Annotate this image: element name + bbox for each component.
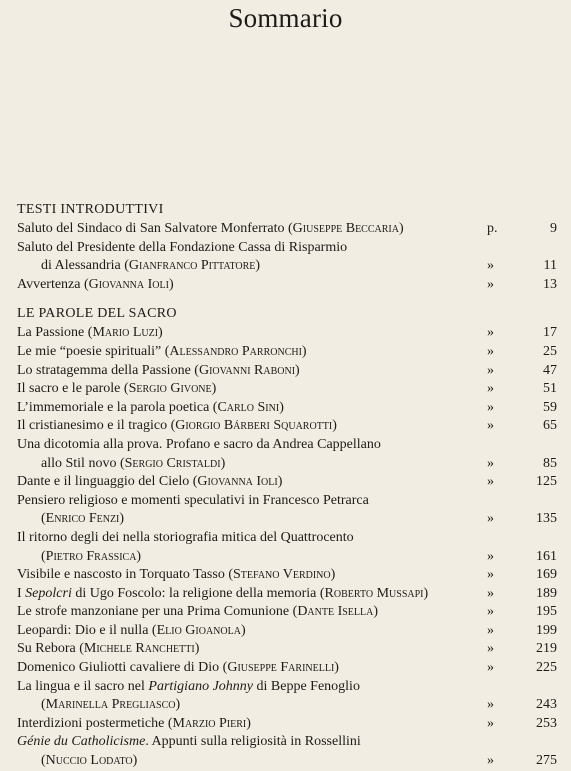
entry-text: Una dicotomia alla prova. Profano e sacro da Andrea Cappellano [17, 436, 381, 452]
toc-entry [17, 362, 557, 381]
toc-entry-line [17, 529, 557, 548]
entry-text: di Beppe Fenoglio [253, 678, 360, 694]
entry-text: Lo stratagemma della Passione ( [17, 362, 199, 378]
toc-entry-line [17, 436, 557, 455]
page-reference [487, 324, 557, 343]
entry-text: ) [334, 660, 339, 676]
toc-entry [17, 239, 557, 276]
author-name: Pietro Frassica [45, 548, 137, 564]
entry-text: Il cristianesimo e il tragico ( [17, 418, 176, 434]
page-reference [487, 548, 557, 567]
entry-text: ) [332, 418, 337, 434]
page-number: 189 [536, 585, 557, 601]
entry-text: L’immemoriale e la parola poetica ( [17, 399, 218, 415]
page-marker: » [487, 455, 494, 471]
page-reference [487, 640, 557, 659]
toc-entry-line [17, 715, 557, 734]
author-name: Giuseppe Farinelli [227, 660, 335, 676]
entry-text: Interdizioni postermetiche ( [17, 715, 173, 731]
page-number: 47 [543, 362, 557, 378]
page-marker: » [487, 381, 494, 397]
author-name: Carlo Sini [217, 399, 280, 415]
toc-entry-line [17, 343, 557, 362]
author-name: Dante Isella [297, 604, 374, 620]
page-reference [487, 473, 557, 492]
toc-entry [17, 566, 557, 585]
page-reference [487, 622, 557, 641]
toc-entry [17, 715, 557, 734]
page-reference [487, 455, 557, 474]
author-name: Marinella Pregliasco [45, 697, 176, 713]
page-number: 9 [550, 221, 557, 236]
toc-entry-line [17, 678, 557, 697]
page-marker: » [487, 753, 494, 769]
page-number: 65 [543, 418, 557, 434]
page-reference [487, 276, 557, 295]
author-name: Marzio Pieri [172, 715, 247, 731]
page-reference [487, 343, 557, 362]
page-number: 161 [536, 548, 557, 564]
toc-entry [17, 276, 557, 295]
entry-text: ( [41, 697, 46, 713]
toc-entry [17, 399, 557, 418]
page-marker: » [487, 325, 494, 341]
page-marker: » [487, 660, 494, 676]
toc-entry-line [17, 510, 557, 529]
entry-text: ) [132, 753, 138, 769]
page-number: 243 [536, 697, 557, 713]
entry-text: ) [175, 697, 181, 713]
section-heading: TESTI INTRODUTTIVI [17, 202, 164, 217]
entry-text: ) [373, 604, 379, 620]
entry-text: . Appunti sulla religiosità in Rossellini [145, 734, 361, 750]
toc-entry-line [17, 220, 557, 239]
author-name: Enrico Fenzi [45, 511, 120, 527]
author-name: Mario Luzi [92, 325, 159, 341]
page-marker: » [487, 474, 494, 490]
page-number: 125 [536, 474, 557, 490]
toc-entry [17, 417, 557, 436]
page-reference [487, 715, 557, 734]
entry-text: Avvertenza ( [17, 276, 89, 292]
toc-entry [17, 473, 557, 492]
page-number: 135 [536, 511, 557, 527]
entry-text: Leopardi: Dio e il nulla ( [17, 622, 157, 638]
page-number: 219 [536, 641, 557, 657]
entry-text: ) [398, 221, 404, 236]
page-number: 17 [543, 325, 557, 341]
page-marker: » [487, 511, 494, 527]
toc-entry-line [17, 492, 557, 511]
author-name: Giuseppe Beccaria [292, 221, 399, 236]
toc-entry [17, 492, 557, 529]
entry-text: Pensiero religioso e momenti speculativi in Francesco Petrarca [17, 492, 369, 508]
page-reference [487, 510, 557, 529]
entry-text: Su Rebora ( [17, 641, 84, 657]
page-reference [487, 696, 557, 715]
toc-entry-line [17, 239, 557, 258]
section-heading: LE PAROLE DEL SACRO [17, 306, 177, 322]
author-name: Sergio Cristaldi [124, 455, 221, 471]
page-marker: » [487, 399, 494, 415]
page-marker: » [487, 362, 494, 378]
toc-entry-line [17, 324, 557, 343]
page-number: 195 [536, 604, 557, 620]
toc-entry [17, 603, 557, 622]
entry-text: Le mie “poesie spirituali” ( [17, 343, 170, 359]
entry-text: ) [119, 511, 125, 527]
entry-text: ) [279, 399, 284, 415]
entry-text: ( [41, 753, 46, 769]
toc-entry-line [17, 640, 557, 659]
toc-entry-line [17, 566, 557, 585]
toc-entry [17, 585, 557, 604]
page-number: 85 [543, 455, 557, 471]
author-name: Sergio Givone [128, 381, 212, 397]
page-title: Sommario [228, 3, 343, 33]
page-number: 199 [536, 622, 557, 638]
toc-entry [17, 733, 557, 770]
page-marker: » [487, 604, 494, 620]
page-reference [487, 585, 557, 604]
author-name: Elio Gioanola [156, 622, 241, 638]
toc-entry-line [17, 276, 557, 295]
entry-text: Saluto del Sindaco di San Salvatore Monferrato ( [17, 221, 293, 236]
page-marker: » [487, 343, 494, 359]
toc-entry [17, 343, 557, 362]
toc-entry-line [17, 399, 557, 418]
toc-entry-line [17, 659, 557, 678]
page-reference [487, 603, 557, 622]
page-number: 253 [536, 715, 557, 731]
author-name: Giovanni Raboni [198, 362, 296, 378]
page-marker: » [487, 585, 494, 601]
toc-entry-line [17, 585, 557, 604]
page-number: 169 [536, 567, 557, 583]
italic-title: Sepolcri [25, 585, 72, 601]
italic-title: Partigiano Johnny [148, 678, 254, 694]
author-name: Stefano Verdino [233, 567, 331, 583]
page-reference [487, 257, 557, 276]
page-number: 59 [543, 399, 557, 415]
entry-text: I [17, 585, 26, 601]
entry-text: di Alessandria ( [41, 258, 129, 274]
entry-text: Visibile e nascosto in Torquato Tasso ( [17, 567, 233, 583]
page-marker: p. [487, 221, 498, 236]
page-marker: » [487, 697, 494, 713]
toc-entry [17, 622, 557, 641]
toc-entry [17, 659, 557, 678]
toc-entry-line [17, 257, 557, 276]
entry-text: ( [41, 511, 46, 527]
toc-entry-line [17, 622, 557, 641]
toc-entry [17, 436, 557, 473]
entry-text: ) [246, 715, 251, 731]
entry-text: ) [136, 548, 142, 564]
page-reference [487, 220, 557, 239]
entry-text: Il sacro e le parole ( [17, 381, 129, 397]
entry-text: ) [255, 258, 261, 274]
toc-entry-line [17, 696, 557, 715]
entry-text: ) [158, 325, 163, 341]
table-of-contents [17, 200, 557, 771]
toc-entry-line [17, 417, 557, 436]
author-name: Michele Ranchetti [83, 641, 195, 657]
italic-title: Génie du Catholicisme [17, 734, 146, 750]
page-marker: » [487, 276, 494, 292]
entry-text: ( [41, 548, 46, 564]
toc-entry-line [17, 603, 557, 622]
entry-text: ) [277, 474, 283, 490]
page-marker: » [487, 567, 494, 583]
page-reference [487, 399, 557, 418]
toc-entry-line [17, 473, 557, 492]
page-reference [487, 659, 557, 678]
entry-text: ) [168, 276, 174, 292]
entry-text: ) [240, 622, 246, 638]
author-name: Gianfranco Pittatore [128, 258, 256, 274]
toc-entry [17, 678, 557, 715]
page-marker: » [487, 622, 494, 638]
entry-text: Saluto del Presidente della Fondazione Cassa di Risparmio [17, 239, 348, 255]
page-marker: » [487, 258, 494, 274]
page-number: 13 [543, 276, 557, 292]
page-marker: » [487, 641, 494, 657]
toc-entry [17, 324, 557, 343]
toc-entry [17, 529, 557, 566]
entry-text: Il ritorno degli dei nella storiografia mitica del Quattrocento [17, 529, 354, 545]
toc-entry [17, 380, 557, 399]
toc-entry [17, 640, 557, 659]
toc-entry-line [17, 455, 557, 474]
toc-entry [17, 220, 557, 239]
page-number: 51 [543, 381, 557, 397]
entry-text: ) [220, 455, 226, 471]
page-reference [487, 380, 557, 399]
toc-entry-line [17, 380, 557, 399]
page-number: 225 [536, 660, 557, 676]
page-number: 11 [543, 258, 557, 274]
author-name: Alessandro Parronchi [169, 343, 302, 359]
entry-text: Le strofe manzoniane per una Prima Comunione ( [17, 604, 298, 620]
page-reference [487, 566, 557, 585]
page-number: 275 [536, 753, 557, 769]
author-name: Roberto Mussapi [324, 585, 424, 601]
author-name: Giovanna Ioli [88, 276, 169, 292]
entry-text: ) [211, 381, 217, 397]
entry-text: allo Stil novo ( [41, 455, 125, 471]
author-name: Giovanna Ioli [197, 474, 278, 490]
page-marker: » [487, 418, 494, 434]
entry-text: ) [295, 362, 300, 378]
page-reference [487, 417, 557, 436]
toc-entry-line [17, 548, 557, 567]
entry-text: ) [194, 641, 200, 657]
page-number: 25 [543, 343, 557, 359]
toc-entry-line [17, 362, 557, 381]
entry-text: ) [330, 567, 336, 583]
page-marker: » [487, 715, 494, 731]
toc-entry-line [17, 733, 557, 752]
author-name: Nuccio Lodato [45, 753, 133, 769]
entry-text: ) [301, 343, 307, 359]
page-marker: » [487, 548, 494, 564]
author-name: Giorgio Bárberi Squarotti [175, 418, 333, 434]
entry-text: La Passione ( [17, 325, 93, 341]
entry-text: di Ugo Foscolo: la religione della memoria ( [71, 585, 325, 601]
entry-text: La lingua e il sacro nel [17, 678, 149, 694]
page-reference [487, 362, 557, 381]
entry-text: ) [423, 585, 429, 601]
entry-text: Domenico Giuliotti cavaliere di Dio ( [17, 660, 228, 676]
entry-text: Dante e il linguaggio del Cielo ( [17, 474, 198, 490]
